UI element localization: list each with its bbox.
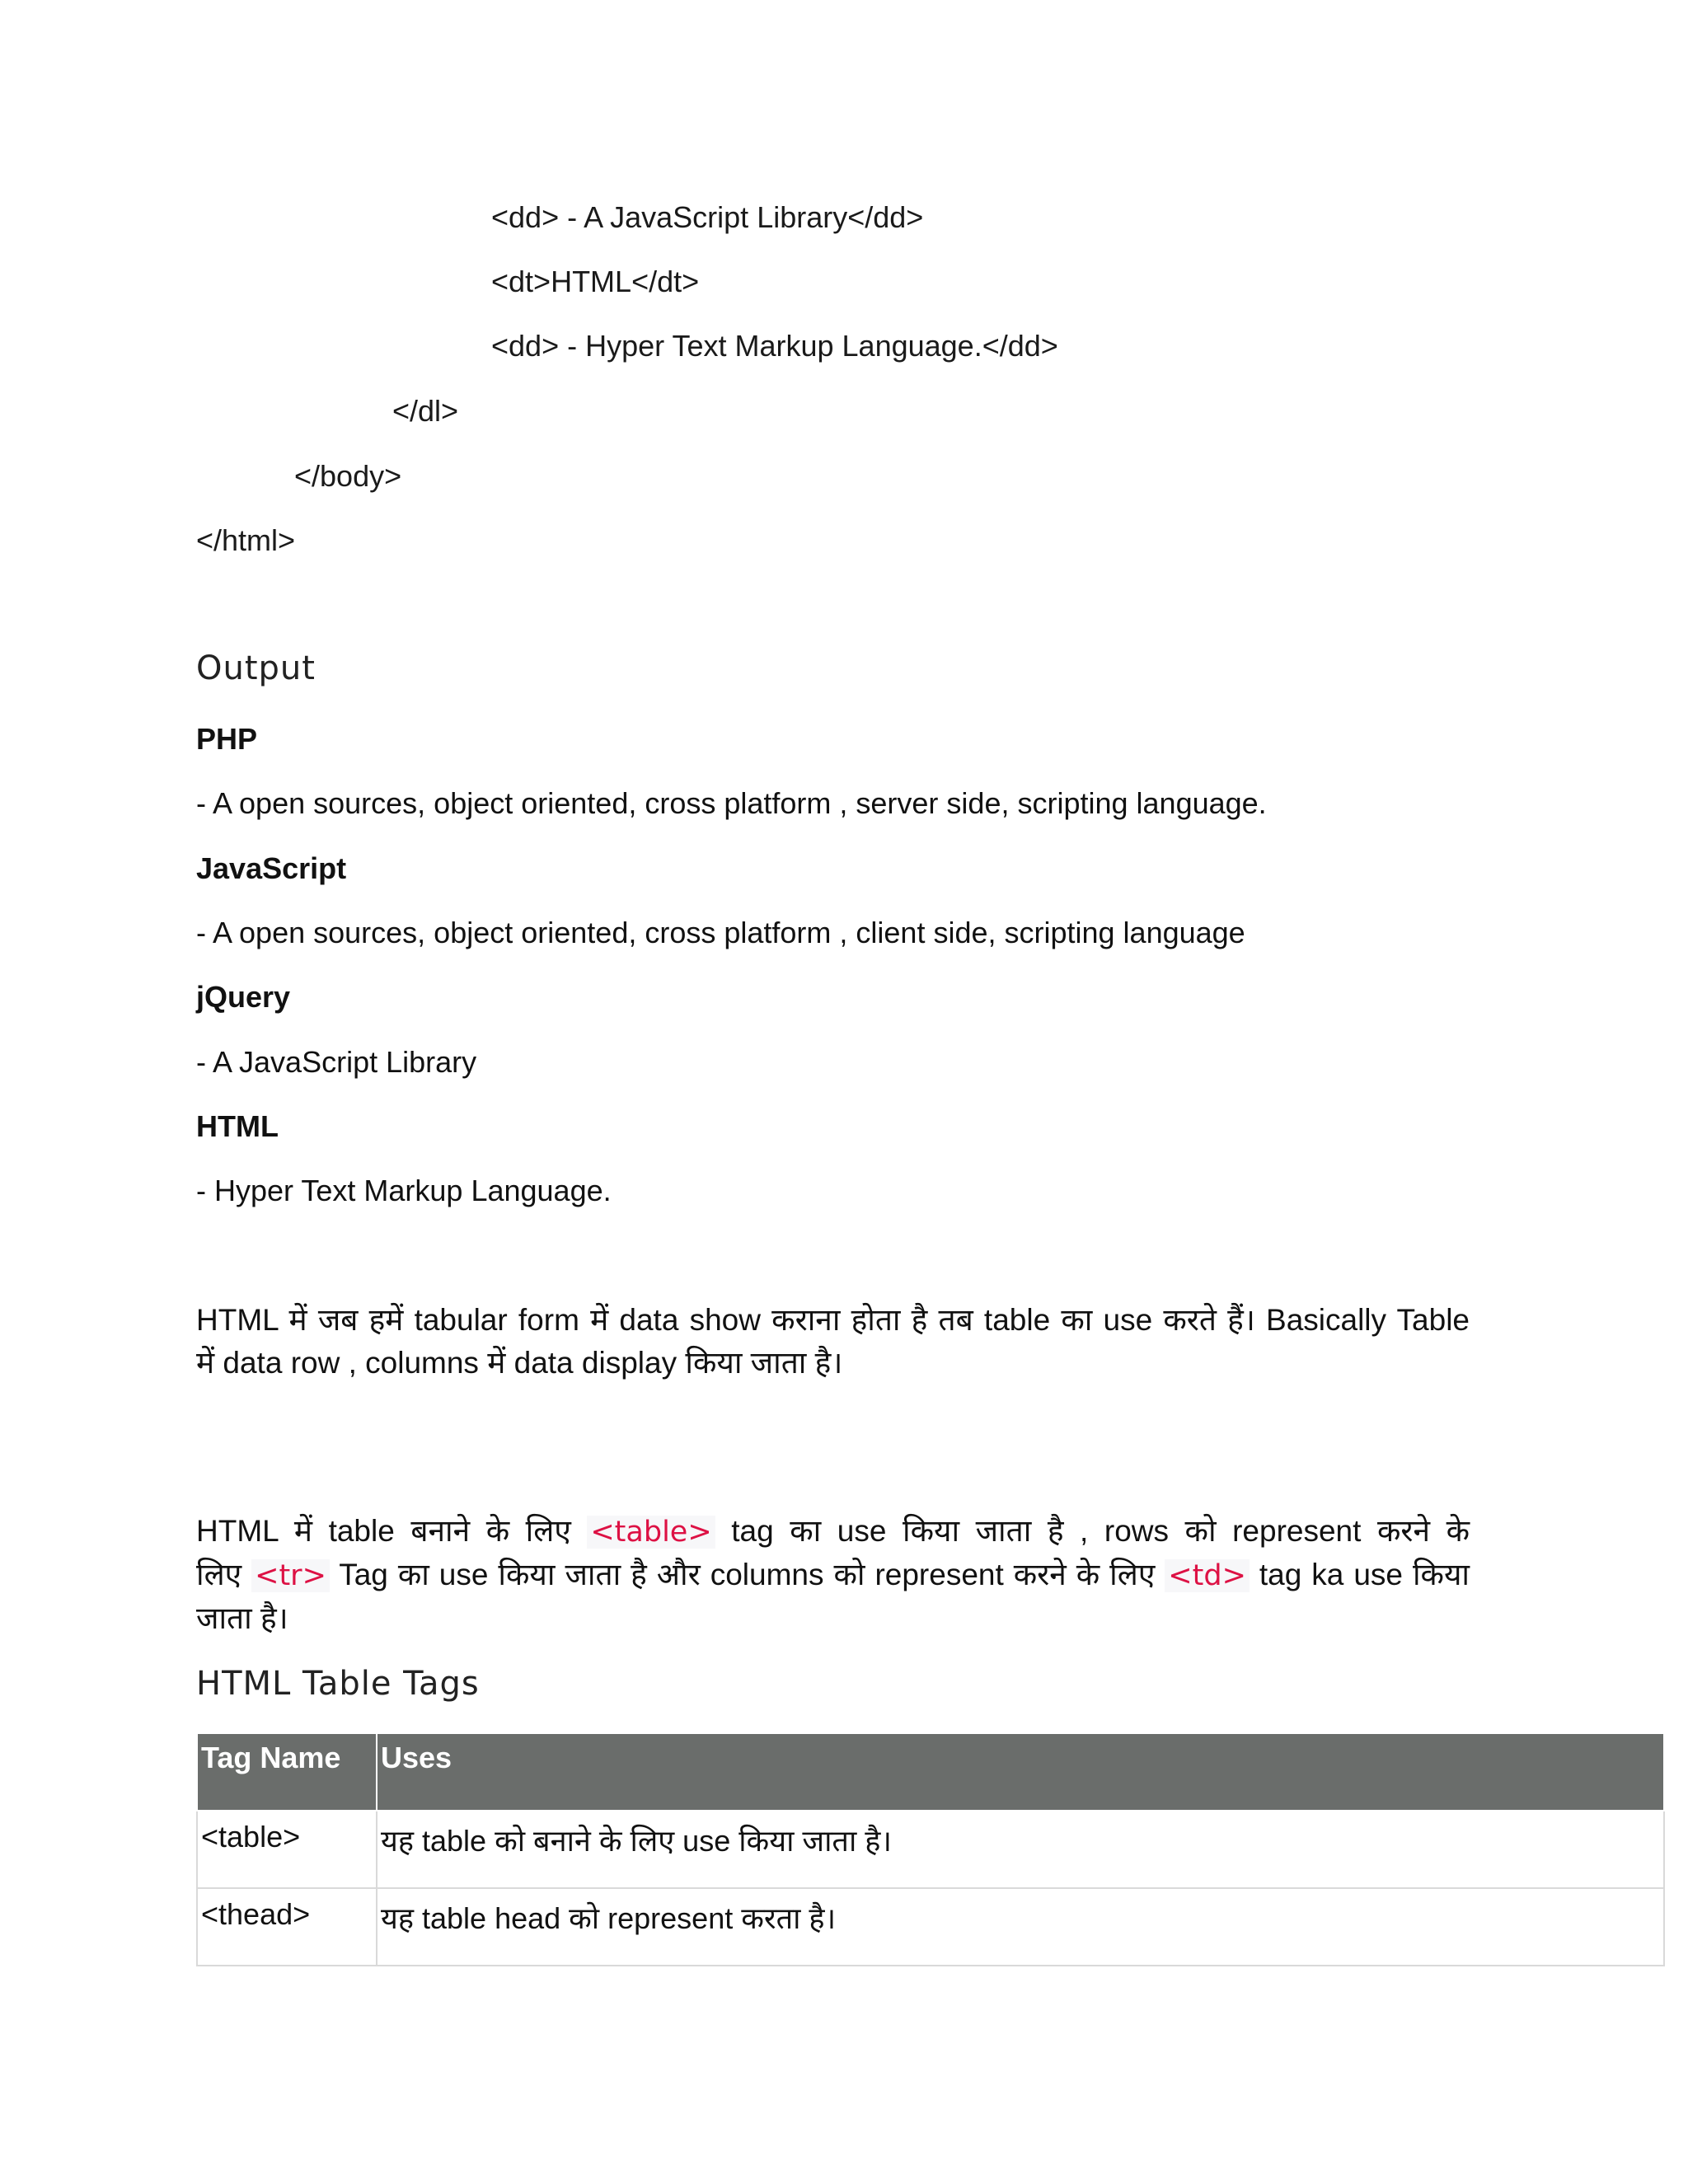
inline-code-tr: <tr>	[251, 1559, 330, 1592]
definition-term: JavaScript	[196, 851, 347, 885]
table-row	[197, 1888, 1664, 1966]
definition-description: - Hyper Text Markup Language.	[196, 1174, 612, 1207]
table-section-heading: HTML Table Tags	[196, 1665, 480, 1703]
intro-line: में data row , columns में data display किया जाता है।	[196, 1346, 843, 1380]
text: लिए	[196, 1558, 242, 1591]
table-cell-use: यह table को बनाने के लिए use किया जाता है।	[377, 1811, 1664, 1888]
definition-description: - A open sources, object oriented, cross platform , client side, scripting language	[196, 916, 1245, 949]
column-header-tag-name: Tag Name	[197, 1733, 377, 1811]
definition-term: HTML	[196, 1109, 279, 1143]
inline-code-td: <td>	[1165, 1559, 1250, 1592]
table-cell-use: यह table head को represent करता है।	[377, 1888, 1664, 1966]
column-header-uses: Uses	[377, 1733, 1664, 1811]
paragraph-line	[196, 1510, 1470, 1554]
code-line: </dl>	[392, 394, 459, 428]
text: HTML में table बनाने के लिए	[196, 1514, 571, 1548]
definition-term: PHP	[196, 722, 258, 756]
paragraph-line: जाता है।	[196, 1601, 288, 1635]
code-line: <dd> - A JavaScript Library</dd>	[491, 200, 924, 234]
code-line: <dt>HTML</dt>	[491, 265, 700, 298]
table-row	[197, 1811, 1664, 1888]
output-heading: Output	[196, 649, 316, 687]
intro-line: HTML में जब हमें tabular form में data show कराना होता है तब table का use करते हैं। Basically Table	[196, 1303, 1470, 1337]
code-line: <dd> - Hyper Text Markup Language.</dd>	[491, 329, 1058, 363]
definition-term: jQuery	[196, 980, 291, 1014]
html-table-tags-table	[196, 1732, 1665, 1966]
text: Tag का use किया जाता है और columns को represent करने के लिए	[339, 1558, 1156, 1591]
definition-description: - A open sources, object oriented, cross platform , server side, scripting language.	[196, 786, 1267, 820]
table-header-row	[197, 1733, 1664, 1811]
text: tag ka use किया	[1259, 1558, 1470, 1591]
definition-description: - A JavaScript Library	[196, 1045, 477, 1079]
table-cell-tag: <table>	[197, 1811, 377, 1888]
code-line: </html>	[196, 523, 296, 557]
paragraph-line	[196, 1554, 1470, 1597]
code-line: </body>	[294, 459, 402, 493]
intro-paragraph	[196, 1299, 1470, 1385]
inline-code-table: <table>	[587, 1516, 715, 1549]
text: tag का use किया जाता है , rows को represent करने के	[731, 1514, 1470, 1548]
table-cell-tag: <thead>	[197, 1888, 377, 1966]
table-tags-paragraph	[196, 1510, 1470, 1640]
